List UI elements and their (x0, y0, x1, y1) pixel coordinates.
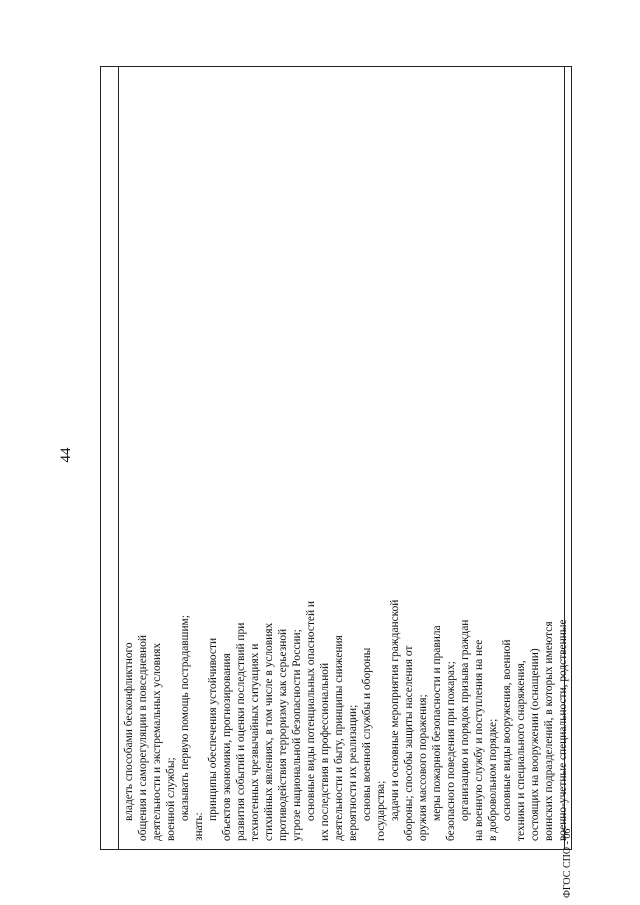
text-line: принципы обеспечения устойчивости (207, 637, 219, 821)
text-line: деятельности и экстремальных условиях (151, 642, 163, 841)
text-line: угрозе национальной безопасности России; (291, 629, 303, 841)
text-line: основные виды вооружения, военной (501, 639, 513, 821)
text-line: военной службы; (165, 757, 177, 841)
text-line: владеть способами бесконфликтного (123, 642, 135, 821)
text-line: меры пожарной безопасности и правила (431, 625, 443, 821)
text-line: оказывать первую помощь пострадавшим; (179, 615, 191, 821)
text-line: общения и саморегуляции в повседневной (137, 634, 149, 841)
text-line: знать: (193, 812, 205, 841)
text-line: задачи и основные мероприятия гражданской (389, 599, 401, 821)
text-line: государства; (375, 780, 387, 841)
text-line: противодействия терроризму как серьезной (277, 628, 289, 841)
text-line: стихийных явлениях, в том числе в условиях (263, 622, 275, 841)
text-line: военно-учетные специальности, родственные (557, 619, 569, 841)
text-line: их последствия в профессиональной (319, 662, 331, 841)
text-line: деятельности и быту, принципы снижения (333, 635, 345, 841)
text-line: оружия массового поражения; (417, 694, 429, 841)
requirements-table (100, 66, 572, 850)
text-line: безопасного поведения при пожарах; (445, 661, 457, 841)
table-row-competencies (119, 67, 569, 849)
text-line: воинских подразделений, в которых имеются (543, 621, 555, 841)
text-line: вероятности их реализации; (347, 704, 359, 841)
rotated-page (50, 60, 590, 898)
text-line: техногенных чрезвычайных ситуациях и (249, 643, 261, 841)
text-line: на военную службу и поступления на нее (473, 639, 485, 841)
text-line: техники и специального снаряжения, (515, 660, 527, 841)
text-line: обороны; способы защиты населения от (403, 645, 415, 841)
page-number: 44 (58, 447, 74, 463)
text-line: состоящих на вооружении (оснащении) (529, 648, 541, 841)
document-code: ФГОС СПО - 06 (562, 828, 573, 898)
competencies-text (122, 71, 570, 841)
text-line: основные виды потенциальных опасностей и (305, 600, 317, 821)
text-line: развития событий и оценки последствий при (235, 622, 247, 841)
text-line: в добровольном порядке; (487, 718, 499, 841)
table-row-first-empty (101, 67, 119, 849)
text-line: объектов экономики, прогнозирования (221, 653, 233, 841)
text-line: основы военной службы и обороны (361, 647, 373, 821)
table-row-empty-1 (565, 67, 640, 849)
text-line: организацию и порядок призыва граждан (459, 619, 471, 821)
